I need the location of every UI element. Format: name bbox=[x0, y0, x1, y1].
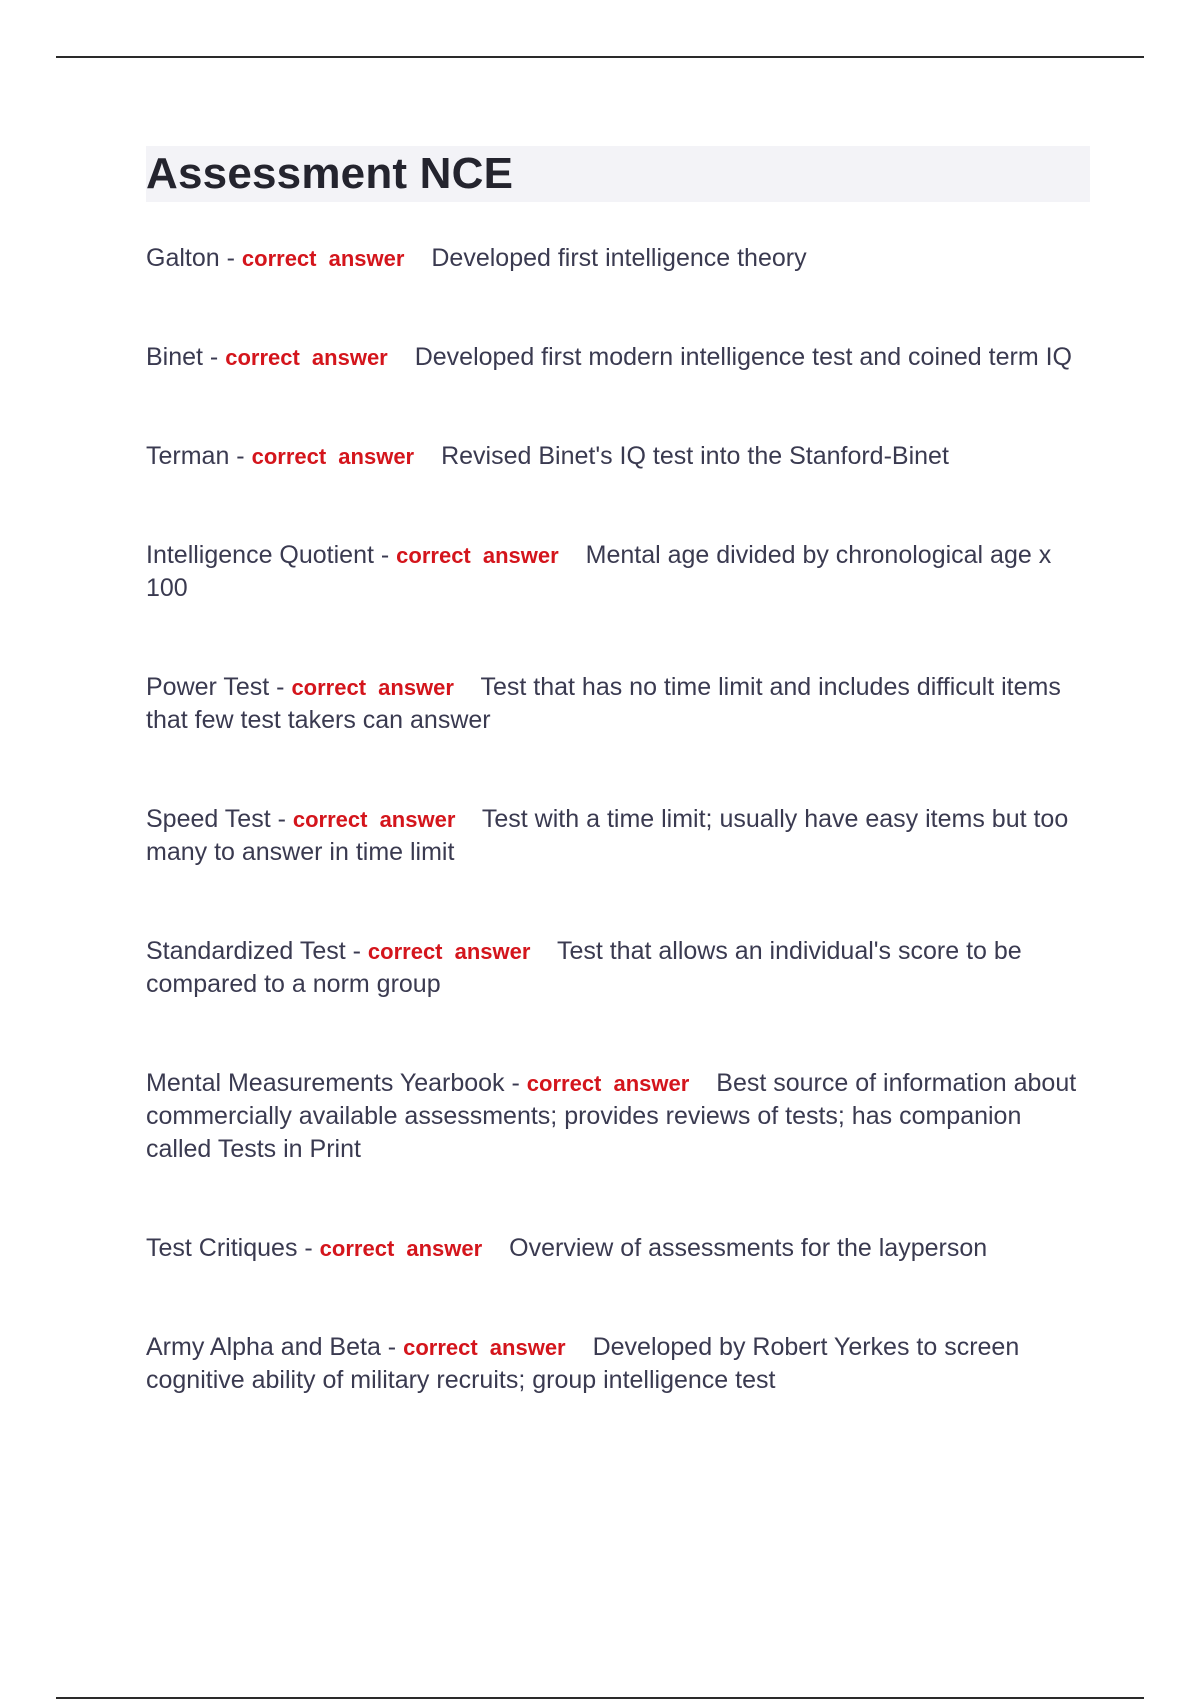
answer-marker: correct answer bbox=[403, 1335, 566, 1360]
term-entry bbox=[146, 935, 1090, 1001]
term-definition: Test that has no time limit and includes difficult items that few test takers can answer bbox=[146, 673, 1061, 734]
answer-marker: correct answer bbox=[225, 345, 388, 370]
term-entry bbox=[146, 440, 1090, 473]
term-label: Binet - bbox=[146, 343, 219, 371]
term-definition: Overview of assessments for the layperson bbox=[509, 1234, 988, 1262]
term-label: Army Alpha and Beta - bbox=[146, 1333, 397, 1361]
term-entry bbox=[146, 803, 1090, 869]
answer-marker: correct answer bbox=[291, 675, 454, 700]
term-label: Test Critiques - bbox=[146, 1234, 313, 1262]
term-definition: Mental age divided by chronological age x 100 bbox=[146, 541, 1052, 602]
term-definition: Revised Binet's IQ test into the Stanford-Binet bbox=[441, 442, 949, 470]
top-rule bbox=[56, 56, 1144, 58]
term-entry bbox=[146, 671, 1090, 737]
document-body bbox=[146, 146, 1090, 1463]
term-entry bbox=[146, 341, 1090, 374]
term-entry bbox=[146, 242, 1090, 275]
term-list bbox=[146, 242, 1090, 1397]
term-definition: Developed first intelligence theory bbox=[431, 244, 807, 272]
term-label: Mental Measurements Yearbook - bbox=[146, 1069, 520, 1097]
term-label: Power Test - bbox=[146, 673, 285, 701]
term-entry bbox=[146, 1067, 1090, 1166]
answer-marker: correct answer bbox=[319, 1236, 483, 1261]
answer-marker: correct answer bbox=[292, 807, 456, 832]
page-title: Assessment NCE bbox=[146, 149, 514, 198]
term-entry bbox=[146, 1232, 1090, 1265]
term-definition: Developed by Robert Yerkes to screen cognitive ability of military recruits; group intelligence test bbox=[146, 1333, 1020, 1394]
term-label: Speed Test - bbox=[146, 805, 286, 833]
term-label: Galton - bbox=[146, 244, 235, 272]
term-definition: Test with a time limit; usually have easy items but too many to answer in time limit bbox=[146, 805, 1069, 866]
answer-marker: correct answer bbox=[251, 444, 415, 469]
answer-marker: correct answer bbox=[367, 939, 531, 964]
term-definition: Best source of information about commercially available assessments; provides reviews of tests; has companion called Tests in Print bbox=[146, 1069, 1077, 1163]
term-definition: Developed first modern intelligence test and coined term IQ bbox=[414, 343, 1072, 371]
term-entry bbox=[146, 539, 1090, 605]
answer-marker: correct answer bbox=[526, 1071, 690, 1096]
title-band bbox=[146, 146, 1090, 202]
answer-marker: correct answer bbox=[396, 543, 559, 568]
bottom-rule bbox=[56, 1697, 1144, 1699]
term-label: Intelligence Quotient - bbox=[146, 541, 390, 569]
term-entry bbox=[146, 1331, 1090, 1397]
term-definition: Test that allows an individual's score to be compared to a norm group bbox=[146, 937, 1022, 998]
term-label: Terman - bbox=[146, 442, 245, 470]
answer-marker: correct answer bbox=[241, 246, 405, 271]
term-label: Standardized Test - bbox=[146, 937, 361, 965]
